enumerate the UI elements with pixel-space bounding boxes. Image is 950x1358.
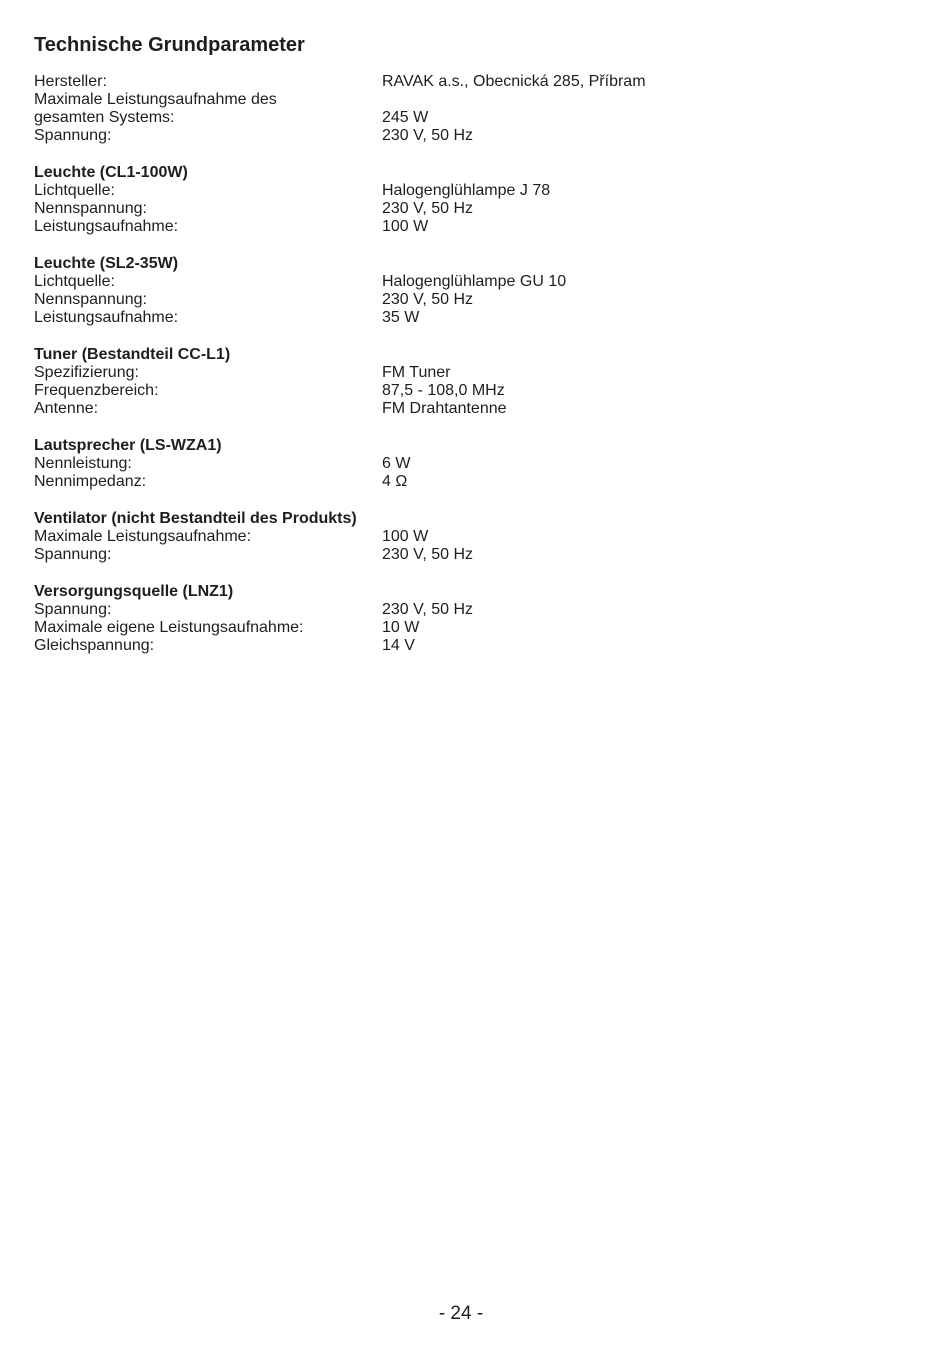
spec-value: 10 W <box>382 619 420 636</box>
spec-label: Nennimpedanz: <box>34 473 147 490</box>
spec-value: 230 V, 50 Hz <box>382 200 474 217</box>
spec-section <box>34 346 894 418</box>
spec-label: Spannung: <box>34 127 112 144</box>
spec-value: 245 W <box>382 109 429 126</box>
spec-label: Gleichspannung: <box>34 637 155 654</box>
spec-row <box>34 309 894 327</box>
spec-label: Lichtquelle: <box>34 182 115 199</box>
spec-row <box>34 273 894 291</box>
spec-section <box>34 73 894 145</box>
spec-row <box>34 200 894 218</box>
spec-row <box>34 291 894 309</box>
section-heading: Versorgungsquelle (LNZ1) <box>34 583 234 600</box>
spec-label: Lichtquelle: <box>34 273 115 290</box>
spec-label: Spannung: <box>34 601 112 618</box>
spec-row <box>34 127 894 145</box>
spec-label: Leistungsaufnahme: <box>34 309 179 326</box>
spec-value: FM Tuner <box>382 364 451 381</box>
spec-row <box>34 455 894 473</box>
spec-value: 100 W <box>382 528 429 545</box>
spec-row <box>34 637 894 655</box>
spec-section <box>34 164 894 236</box>
spec-section <box>34 255 894 327</box>
spec-sections <box>34 73 894 674</box>
spec-label: Leistungsaufnahme: <box>34 218 179 235</box>
section-heading: Ventilator (nicht Bestandteil des Produkts) <box>34 510 357 527</box>
spec-row <box>34 619 894 637</box>
spec-value: Halogenglühlampe GU 10 <box>382 273 567 290</box>
spec-row <box>34 382 894 400</box>
spec-label: Nennspannung: <box>34 291 147 308</box>
section-heading: Tuner (Bestandteil CC-L1) <box>34 346 231 363</box>
spec-row <box>34 473 894 491</box>
spec-row <box>34 400 894 418</box>
spec-value: 100 W <box>382 218 429 235</box>
spec-section <box>34 510 894 564</box>
spec-row <box>34 73 894 91</box>
spec-row <box>34 528 894 546</box>
spec-row <box>34 91 894 127</box>
spec-label: Spezifizierung: <box>34 364 139 381</box>
spec-value: 230 V, 50 Hz <box>382 546 474 563</box>
spec-value: 14 V <box>382 637 415 654</box>
spec-row <box>34 182 894 200</box>
spec-label: Nennspannung: <box>34 200 147 217</box>
spec-row <box>34 546 894 564</box>
spec-label: Maximale eigene Leistungsaufnahme: <box>34 619 304 636</box>
spec-row <box>34 364 894 382</box>
spec-section <box>34 437 894 491</box>
spec-label: Maximale Leistungsaufnahme: <box>34 528 252 545</box>
spec-section <box>34 583 894 655</box>
section-heading: Leuchte (CL1-100W) <box>34 164 188 181</box>
spec-value: 35 W <box>382 309 420 326</box>
spec-value: 230 V, 50 Hz <box>382 291 474 308</box>
spec-value: 87,5 - 108,0 MHz <box>382 382 505 399</box>
spec-value: 6 W <box>382 455 411 472</box>
spec-label: Nennleistung: <box>34 455 132 472</box>
spec-label: Frequenzbereich: <box>34 382 159 399</box>
spec-row <box>34 601 894 619</box>
spec-label: Antenne: <box>34 400 99 417</box>
spec-label: Spannung: <box>34 546 112 563</box>
section-heading: Leuchte (SL2-35W) <box>34 255 179 272</box>
spec-label: Hersteller: <box>34 73 107 90</box>
spec-row <box>34 218 894 236</box>
section-heading: Lautsprecher (LS-WZA1) <box>34 437 222 454</box>
spec-label: Maximale Leistungsaufnahme des gesamten Systems: <box>34 91 277 126</box>
spec-value: Halogenglühlampe J 78 <box>382 182 551 199</box>
spec-value: 4 Ω <box>382 473 408 490</box>
page-title: Technische Grundparameter <box>34 34 305 56</box>
spec-value: 230 V, 50 Hz <box>382 127 474 144</box>
spec-value: FM Drahtantenne <box>382 400 507 417</box>
spec-value: RAVAK a.s., Obecnická 285, Příbram <box>382 73 646 90</box>
page-number: - 24 - <box>438 1303 484 1324</box>
spec-value: 230 V, 50 Hz <box>382 601 474 618</box>
